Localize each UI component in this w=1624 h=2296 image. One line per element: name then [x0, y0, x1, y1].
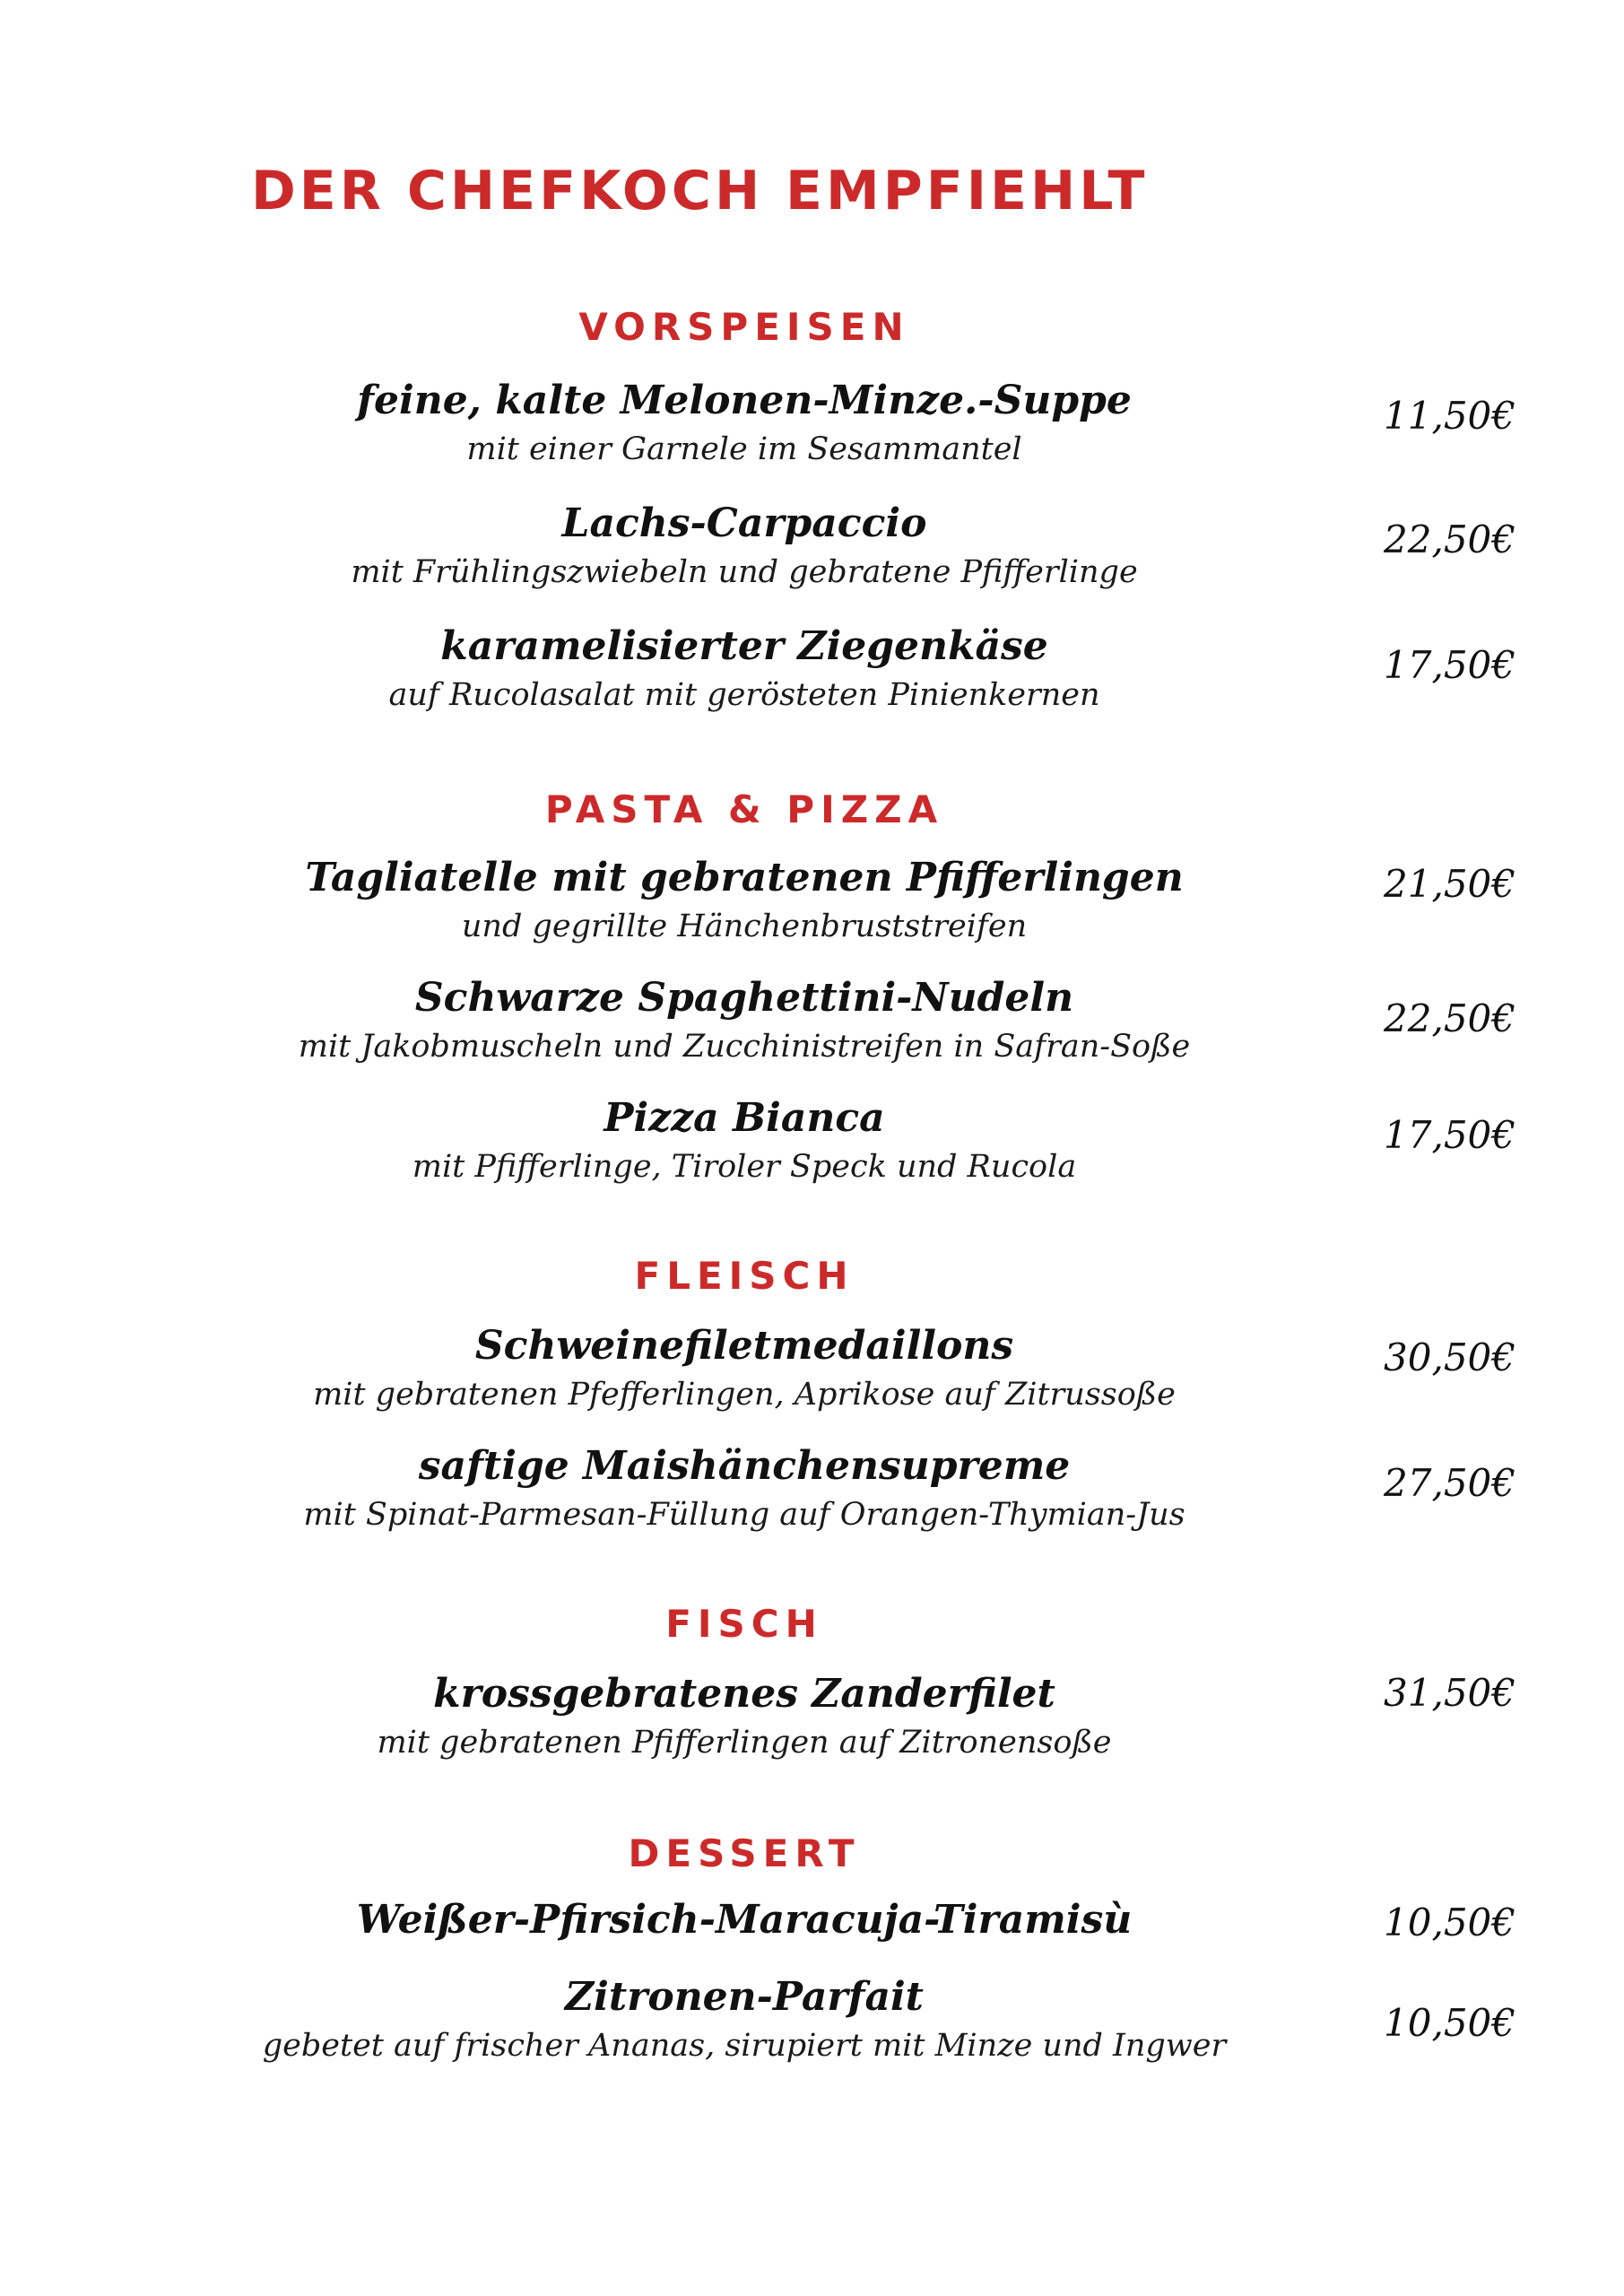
dish-description: mit Spinat-Parmesan-Füllung auf Orangen-Thymian-Jus: [303, 1497, 1185, 1533]
dish-name: Tagliatelle mit gebratenen Pfifferlingen: [305, 855, 1184, 900]
dish-description: gebetet auf frischer Ananas, sirupiert mit Minze und Ingwer: [262, 2028, 1227, 2064]
dish-description: mit Jakobmuscheln und Zucchinistreifen in Safran-Soße: [298, 1029, 1191, 1065]
dish-price: 21,50€: [1384, 862, 1515, 906]
dish-description: mit Pfifferlinge, Tiroler Speck und Rucola: [412, 1149, 1077, 1185]
dish-name: saftige Maishänchensupreme: [418, 1443, 1071, 1489]
dish-name: Pizza Bianca: [604, 1095, 885, 1141]
dish-name: krossgebratenes Zanderfilet: [433, 1671, 1055, 1717]
dish-price: 10,50€: [1384, 2001, 1515, 2045]
dish-price: 22,50€: [1384, 517, 1515, 561]
dish-zanderfilet: [143, 1668, 1345, 1765]
dish-name: Schwarze Spaghettini-Nudeln: [414, 975, 1074, 1021]
dish-maishaenchen: [143, 1440, 1345, 1537]
dish-zitronen-parfait: [143, 1971, 1345, 2068]
dish-description: mit einer Garnele im Sesammantel: [466, 431, 1022, 467]
dish-name: Zitronen-Parfait: [565, 1974, 924, 2020]
dish-schweinefilet: [143, 1320, 1345, 1417]
dish-ziegenkaese: [143, 621, 1345, 718]
dish-description: und gegrillte Hänchenbruststreifen: [461, 909, 1028, 944]
section-heading-vorspeisen: VORSPEISEN: [578, 305, 910, 349]
dish-price: 22,50€: [1384, 996, 1515, 1040]
section-heading-dessert: DESSERT: [628, 1831, 861, 1875]
dish-price: 11,50€: [1384, 394, 1515, 438]
dish-description: mit Frühlingszwiebeln und gebratene Pfifferlinge: [351, 554, 1138, 590]
dish-description: mit gebratenen Pfifferlingen auf Zitronensoße: [377, 1725, 1112, 1761]
dish-description: mit gebratenen Pfefferlingen, Aprikose auf Zitrussoße: [313, 1377, 1176, 1413]
dish-spaghettini: [143, 972, 1345, 1069]
dish-tiramisu: [143, 1894, 1345, 1946]
dish-pizza-bianca: [143, 1092, 1345, 1189]
dish-name: Weißer-Pfirsich-Maracuja-Tiramisù: [356, 1897, 1133, 1943]
dish-name: feine, kalte Melonen-Minze.-Suppe: [357, 378, 1132, 423]
dish-lachs-carpaccio: [143, 498, 1345, 595]
section-heading-pasta-pizza: PASTA & PIZZA: [544, 787, 944, 831]
dish-price: 30,50€: [1384, 1335, 1515, 1379]
dish-description: auf Rucolasalat mit gerösteten Pinienkernen: [388, 677, 1100, 713]
page-title: DER CHEFKOCH EMPFIEHLT: [251, 160, 1149, 222]
dish-name: Lachs-Carpaccio: [561, 500, 927, 546]
dish-name: Schweinefiletmedaillons: [474, 1323, 1014, 1369]
dish-melonen-suppe: [143, 375, 1345, 472]
dish-name: karamelisierter Ziegenkäse: [440, 623, 1048, 669]
dish-price: 10,50€: [1384, 1900, 1515, 1944]
dish-price: 31,50€: [1384, 1671, 1515, 1715]
section-heading-fisch: FISCH: [665, 1602, 823, 1646]
section-heading-fleisch: FLEISCH: [634, 1254, 855, 1298]
dish-price: 17,50€: [1384, 1113, 1515, 1157]
dish-tagliatelle: [143, 852, 1345, 949]
dish-price: 17,50€: [1384, 643, 1515, 687]
dish-price: 27,50€: [1384, 1461, 1515, 1505]
